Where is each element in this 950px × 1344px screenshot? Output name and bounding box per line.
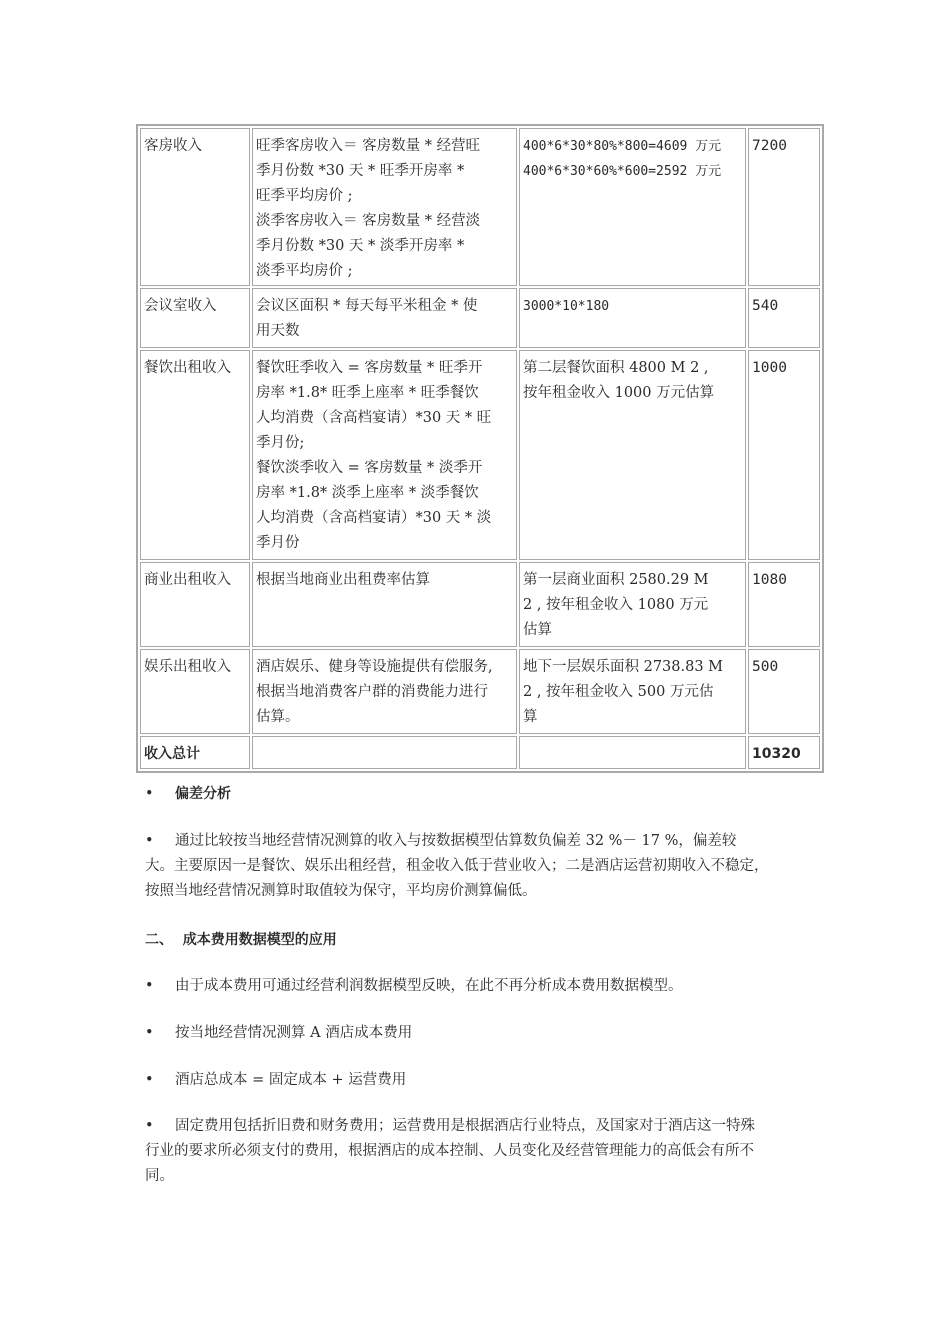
section-number: 二、 [145,932,173,948]
formula-line: 人均消费（含高档宴请）*30 天 * 淡 [256,510,492,526]
item-cell: 商业出租收入 [140,562,250,647]
basis-line: 算 [523,709,538,725]
formula-line: 淡季平均房价 ; [256,263,353,279]
formula-line: 根据当地消费客户群的消费能力进行 [256,684,488,700]
basis-cell [519,128,746,286]
formula-line: 人均消费（含高档宴请）*30 天 * 旺 [256,410,492,426]
item-cell: 会议室收入 [140,288,250,348]
paragraph-line [145,829,815,854]
formula-line: 季月份数 *30 天 * 淡季开房率 * [256,238,465,254]
formula-cell [252,288,517,348]
bullet-text: 酒店总成本 = 固定成本 + 运营费用 [175,1072,407,1088]
paragraph-text: 固定费用包括折旧费和财务费用；运营费用是根据酒店行业特点，及国家对于酒店这一特殊 [175,1118,755,1134]
formula-line: 会议区面积 * 每天每平米租金 * 使 [256,298,478,314]
formula-line: 房率 *1.8* 旺季上座率 * 旺季餐饮 [256,385,479,401]
bullet-marker: • [145,1072,154,1088]
item-cell: 客房收入 [140,128,250,286]
empty-cell [252,736,517,769]
basis-line: 第一层商业面积 2580.29 M [523,572,709,588]
basis-cell [519,562,746,647]
basis-line: 2 , 按年租金收入 1080 万元 [523,597,709,613]
deviation-paragraph [145,829,815,904]
deviation-heading: 偏差分析 [175,786,231,802]
basis-cell [519,350,746,560]
paragraph-line: 按照当地经营情况测算时取值较为保守，平均房价测算偏低。 [145,883,537,899]
item-cell: 娱乐出租收入 [140,649,250,734]
basis-line: 按年租金收入 1000 万元估算 [523,385,715,401]
amount-cell: 500 [748,649,820,734]
basis-line: 400*6*30*60%*600=2592 万元 [523,164,722,179]
basis-line: 400*6*30*80%*800=4609 万元 [523,139,722,154]
formula-line: 季月份 [256,535,300,551]
deviation-heading-line [145,782,815,807]
paragraph-line: 同。 [145,1168,174,1184]
basis-cell [519,288,746,348]
bullet-marker: • [145,1025,154,1041]
bullet-marker: • [145,833,154,849]
total-amount: 10320 [748,736,820,769]
bullet-text: 由于成本费用可通过经营利润数据模型反映，在此不再分析成本费用数据模型。 [175,978,683,994]
bullet-item [145,1021,815,1046]
bullet-text: 按当地经营情况测算 A 酒店成本费用 [175,1025,413,1041]
table-row [140,350,820,560]
formula-line: 酒店娱乐、健身等设施提供有偿服务, [256,659,493,675]
table-row [140,288,820,348]
amount-cell: 1000 [748,350,820,560]
section-title: 成本费用数据模型的应用 [182,932,337,948]
formula-cell [252,128,517,286]
table-row [140,128,820,286]
formula-line: 房率 *1.8* 淡季上座率 * 淡季餐饮 [256,485,479,501]
formula-line: 餐饮淡季收入 = 客房数量 * 淡季开 [256,460,483,476]
basis-line: 估算 [523,622,552,638]
bullet-marker: • [145,786,154,802]
bullet-marker: • [145,1118,154,1134]
section-heading [145,928,815,953]
bullet-paragraph [145,1114,815,1189]
empty-cell [519,736,746,769]
basis-line: 第二层餐饮面积 4800 M 2 , [523,360,709,376]
item-cell: 餐饮出租收入 [140,350,250,560]
formula-line: 根据当地商业出租费率估算 [256,572,430,588]
basis-line: 3000*10*180 [523,299,610,314]
paragraph-text: 通过比较按当地经营情况测算的收入与按数据模型估算数负偏差 32 %－ 17 %，偏差较 [175,833,737,849]
table-row [140,562,820,647]
amount-cell: 540 [748,288,820,348]
basis-line: 地下一层娱乐面积 2738.83 M [523,659,724,675]
bullet-item [145,974,815,999]
formula-line: 餐饮旺季收入 = 客房数量 * 旺季开 [256,360,483,376]
formula-cell [252,350,517,560]
formula-line: 淡季客房收入＝ 客房数量 * 经营淡 [256,213,481,229]
formula-line: 季月份; [256,435,305,451]
formula-line: 用天数 [256,323,300,339]
formula-line: 旺季平均房价 ; [256,188,353,204]
bullet-marker: • [145,978,154,994]
revenue-table [136,124,824,773]
bullet-item [145,1068,815,1093]
formula-line: 季月份数 *30 天 * 旺季开房率 * [256,163,465,179]
formula-cell [252,649,517,734]
paragraph-line: 大。主要原因一是餐饮、娱乐出租经营，租金收入低于营业收入；二是酒店运营初期收入不稳定， [145,858,769,874]
formula-line: 估算。 [256,709,300,725]
paragraph-line [145,1114,815,1139]
paragraph-line: 行业的要求所必须支付的费用，根据酒店的成本控制、人员变化及经营管理能力的高低会有所不 [145,1143,754,1159]
table-row [140,649,820,734]
formula-line: 旺季客房收入＝ 客房数量 * 经营旺 [256,138,481,154]
amount-cell: 7200 [748,128,820,286]
total-row [140,736,820,769]
basis-cell [519,649,746,734]
amount-cell: 1080 [748,562,820,647]
total-label: 收入总计 [140,736,250,769]
basis-line: 2 , 按年租金收入 500 万元估 [523,684,714,700]
formula-cell [252,562,517,647]
